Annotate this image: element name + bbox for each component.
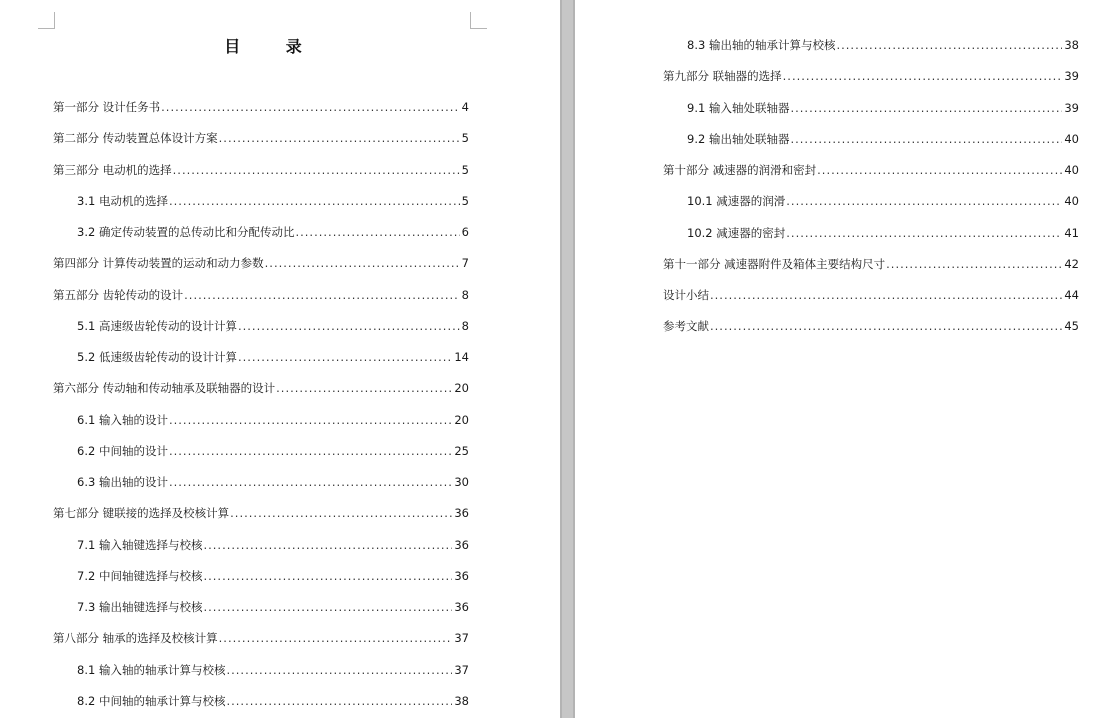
toc-dot-leader [219, 629, 453, 647]
toc-page-number: 44 [1064, 288, 1079, 302]
toc-entry[interactable] [687, 99, 1079, 117]
toc-page-number: 20 [454, 381, 469, 396]
toc-page-number: 8 [461, 287, 469, 302]
toc-entry[interactable] [53, 161, 469, 179]
toc-dot-leader [226, 692, 452, 710]
toc-entry-text: 9.1 输入轴处联轴器 [687, 100, 790, 115]
toc-dot-leader [886, 255, 1062, 273]
toc-dot-leader [817, 161, 1062, 179]
toc-page-number: 37 [454, 631, 469, 646]
toc-entry-text: 6.2 中间轴的设计 [77, 443, 168, 458]
toc-page-number: 39 [1064, 100, 1079, 115]
toc-dot-leader [710, 286, 1062, 304]
toc-dot-leader [173, 161, 460, 179]
margin-crop-mark [470, 12, 487, 29]
toc-page-number: 6 [461, 225, 469, 239]
toc-entry[interactable] [77, 473, 469, 491]
toc-dot-leader [184, 286, 460, 304]
toc-entry[interactable] [77, 598, 469, 616]
toc-entry[interactable] [663, 317, 1079, 335]
toc-dot-leader [786, 224, 1062, 242]
toc-entry[interactable] [77, 317, 469, 335]
toc-dot-leader [203, 536, 452, 554]
toc-entry[interactable] [53, 504, 469, 522]
toc-entry-text: 第一部分 设计任务书 [53, 100, 161, 114]
toc-entry-text: 第六部分 传动轴和传动轴承及联轴器的设计 [53, 381, 276, 396]
toc-entry[interactable] [663, 161, 1079, 179]
toc-entry-text: 7.3 输出轴键选择与校核 [77, 600, 203, 614]
toc-entry[interactable] [663, 255, 1079, 273]
toc-entry[interactable] [53, 254, 469, 272]
toc-entry-text: 3.1 电动机的选择 [77, 193, 168, 208]
toc-page-number: 40 [1064, 194, 1079, 209]
toc-dot-leader [161, 98, 460, 116]
toc-entry-text: 参考文献 [663, 319, 709, 334]
toc-page-number: 37 [454, 662, 469, 677]
toc-entry[interactable] [77, 411, 469, 429]
toc-entry-text: 第二部分 传动装置总体设计方案 [53, 131, 218, 146]
toc-dot-leader [203, 598, 452, 616]
toc-dot-leader [226, 661, 452, 679]
toc-dot-leader [790, 130, 1062, 148]
toc-page-number: 36 [454, 537, 469, 552]
toc-page-number: 4 [461, 100, 469, 114]
toc-page-number: 39 [1064, 69, 1079, 84]
toc-entry-text: 第七部分 键联接的选择及校核计算 [53, 506, 230, 521]
toc-entry[interactable] [663, 67, 1079, 85]
toc-page-number: 5 [461, 131, 469, 146]
toc-entry-text: 10.1 减速器的润滑 [687, 194, 786, 209]
toc-entry[interactable] [53, 379, 469, 397]
toc-entry-text: 7.1 输入轴键选择与校核 [77, 537, 203, 552]
toc-dot-leader [169, 442, 452, 460]
toc-dot-leader [238, 348, 452, 366]
toc-dot-leader [219, 129, 460, 147]
toc-dot-leader [276, 379, 452, 397]
toc-entry-text: 9.2 输出轴处联轴器 [687, 131, 790, 146]
toc-page-number: 38 [454, 693, 469, 708]
toc-entry[interactable] [77, 223, 469, 241]
toc-entry[interactable] [687, 192, 1079, 210]
toc-page-number: 14 [454, 350, 469, 364]
toc-entry-text: 6.1 输入轴的设计 [77, 412, 168, 427]
toc-page-number: 38 [1064, 38, 1079, 52]
toc-dot-leader [295, 223, 459, 241]
toc-entry[interactable] [687, 36, 1079, 54]
toc-page-number: 40 [1064, 163, 1079, 177]
toc-dot-leader [265, 254, 460, 272]
toc-entry-text: 第五部分 齿轮传动的设计 [53, 287, 184, 302]
toc-dot-leader [786, 192, 1062, 210]
toc-entry-text: 6.3 输出轴的设计 [77, 475, 168, 489]
toc-entry[interactable] [77, 442, 469, 460]
toc-entry[interactable] [663, 286, 1079, 304]
toc-page-number: 42 [1064, 256, 1079, 271]
toc-entry[interactable] [77, 567, 469, 585]
toc-entry[interactable] [53, 629, 469, 647]
toc-entry-text: 5.2 低速级齿轮传动的设计计算 [77, 350, 237, 364]
page-gutter [560, 0, 575, 718]
toc-dot-leader [710, 317, 1062, 335]
toc-page-number: 8 [461, 318, 469, 333]
toc-page-number: 36 [454, 600, 469, 614]
margin-crop-mark [38, 12, 55, 29]
toc-dot-leader [836, 36, 1062, 54]
toc-entry[interactable] [77, 192, 469, 210]
toc-dot-leader [230, 504, 452, 522]
toc-entry[interactable] [53, 98, 469, 116]
toc-dot-leader [203, 567, 452, 585]
toc-page-number: 5 [461, 193, 469, 208]
toc-entry-text: 第十一部分 减速器附件及箱体主要结构尺寸 [663, 256, 886, 271]
toc-page-number: 5 [461, 162, 469, 177]
toc-entry[interactable] [77, 692, 469, 710]
toc-page-number: 20 [454, 412, 469, 427]
toc-page-number: 45 [1064, 319, 1079, 334]
toc-entry[interactable] [687, 130, 1079, 148]
toc-dot-leader [169, 192, 460, 210]
toc-entry-text: 10.2 减速器的密封 [687, 225, 786, 240]
toc-entry-text: 7.2 中间轴键选择与校核 [77, 568, 203, 583]
toc-page-number: 40 [1064, 131, 1079, 146]
toc-entry[interactable] [53, 129, 469, 147]
toc-entry-text: 第三部分 电动机的选择 [53, 162, 172, 177]
toc-dot-leader [169, 411, 452, 429]
toc-entry-text: 第四部分 计算传动装置的运动和动力参数 [53, 256, 264, 271]
toc-entry[interactable] [687, 224, 1079, 242]
toc-entry-text: 8.3 输出轴的轴承计算与校核 [687, 38, 836, 52]
toc-entry-text: 第八部分 轴承的选择及校核计算 [53, 631, 218, 646]
toc-dot-leader [783, 67, 1063, 85]
toc-entry-text: 8.2 中间轴的轴承计算与校核 [77, 693, 226, 708]
toc-page-number: 41 [1064, 225, 1079, 240]
toc-dot-leader [169, 473, 452, 491]
toc-entry-text: 3.2 确定传动装置的总传动比和分配传动比 [77, 225, 295, 239]
toc-page-number: 36 [454, 506, 469, 521]
toc-entry-text: 8.1 输入轴的轴承计算与校核 [77, 662, 226, 677]
toc-entry-text: 第十部分 减速器的润滑和密封 [663, 163, 817, 177]
toc-entry[interactable] [77, 348, 469, 366]
toc-entry-text: 第九部分 联轴器的选择 [663, 69, 782, 84]
toc-entry[interactable] [77, 661, 469, 679]
toc-page-number: 7 [461, 256, 469, 271]
toc-dot-leader [238, 317, 460, 335]
toc-dot-leader [790, 99, 1062, 117]
toc-entry-text: 设计小结 [663, 288, 709, 302]
toc-entry[interactable] [53, 286, 469, 304]
document-page-right [575, 0, 1117, 718]
toc-page-number: 30 [454, 475, 469, 489]
toc-page-number: 25 [454, 443, 469, 458]
toc-title: 目 录 [224, 37, 322, 56]
toc-entry-text: 5.1 高速级齿轮传动的设计计算 [77, 318, 237, 333]
toc-entry[interactable] [77, 536, 469, 554]
toc-page-number: 36 [454, 568, 469, 583]
